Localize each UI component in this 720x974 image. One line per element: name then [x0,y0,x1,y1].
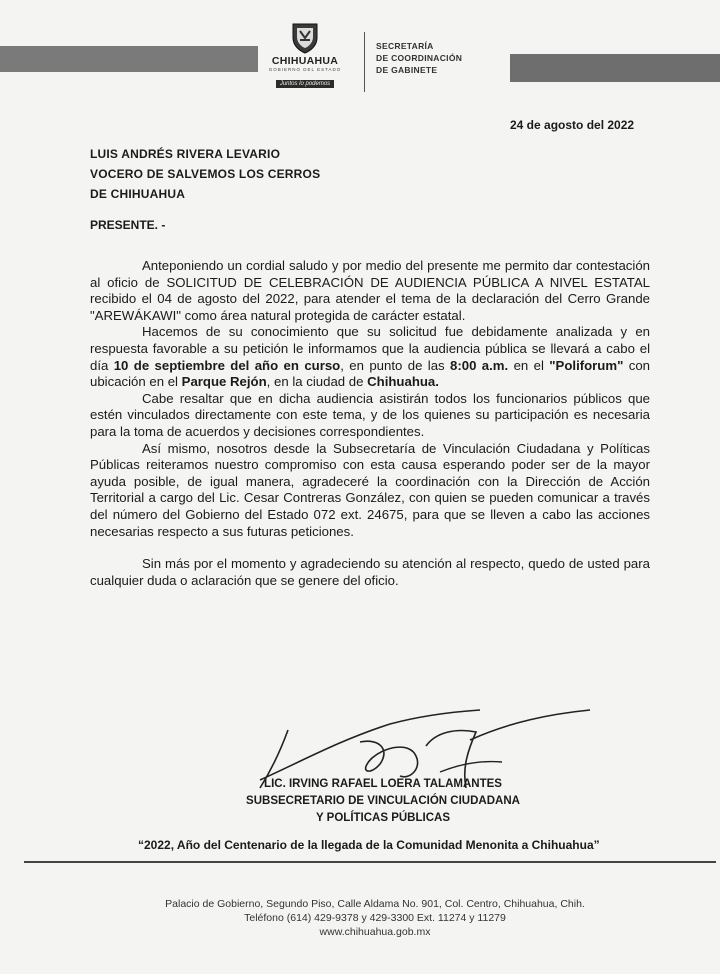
annual-motto: “2022, Año del Centenario de la llegada de la Comunidad Menonita a Chihuahua” [138,838,600,852]
header-bar-left [0,46,258,72]
recipient-line: DE CHIHUAHUA [90,187,186,201]
signer-name: LIC. IRVING RAFAEL LOERA TALAMANTES [264,778,502,790]
recipient-line: LUIS ANDRÉS RIVERA LEVARIO [90,147,281,161]
event-venue: "Poliforum" [549,357,624,373]
footer-phone: Teléfono (614) 429-9378 y 429-3300 Ext. 11274 y 11279 [244,912,506,924]
paragraph-2 [90,324,650,390]
coat-of-arms-icon [290,22,320,54]
secretaria-line: DE COORDINACIÓN [376,53,463,63]
chihuahua-logo [262,22,348,92]
secretaria-line: SECRETARÍA [376,41,434,51]
p2-text: en el [508,357,550,373]
footer-block [150,897,600,939]
event-city: Chihuahua. [367,374,439,390]
header-divider [364,32,365,92]
logo-subtitle: GOBIERNO DEL ESTADO [268,67,342,72]
paragraph-5: Sin más por el momento y agradeciendo su atención al respecto, quedo de usted para cualquier duda o aclaración que se genere del oficio. [90,556,650,588]
event-time: 8:00 a.m. [450,357,509,373]
logo-slogan: Juntos lo podemos [276,80,334,88]
letter-date: 24 de agosto del 2022 [510,118,635,132]
salutation: PRESENTE. - [90,218,166,232]
recipient-line: VOCERO DE SALVEMOS LOS CERROS [90,167,321,181]
p2-text: con ubicación en el [90,357,650,390]
secretaria-line: DE GABINETE [376,65,438,75]
signer-block [238,776,528,827]
signer-title: SUBSECRETARIO DE VINCULACIÓN CIUDADANA [246,795,520,807]
paragraph-3: Cabe resaltar que en dicha audiencia asistirán todos los funcionarios públicos que estén vinculados directamente con este tema, y de los quienes su participación es necesaria para la toma de acuerdos y decisiones correspondientes. [90,390,650,439]
footer-address: Palacio de Gobierno, Segundo Piso, Calle Aldama No. 901, Col. Centro, Chihuahua, Chih. [165,898,585,910]
recipient-block [90,144,320,204]
p2-text: Hacemos de su conocimiento que su solicitud fue debidamente analizada y en respuesta favorable a su petición le informamos que la audiencia pública se llevará a cabo el día [90,324,650,373]
p2-text: , en la ciudad de [266,374,368,390]
footer-rule [24,861,716,863]
paragraph-1: Anteponiendo un cordial saludo y por medio del presente me permito dar contestación al oficio de SOLICITUD DE CELEBRACIÓN DE AUDIENCIA PÚBLICA A NIVEL ESTATAL recibido el 04 de agosto del 2022, para atender el tema de la declaración del Cerro Grande "AREWÁKAWI" como área natural protegida de carácter estatal. [90,258,650,323]
paragraph-4: Así mismo, nosotros desde la Subsecretaría de Vinculación Ciudadana y Políticas Públicas reiteramos nuestro compromiso con esta causa esperando poder ser de la mayor ayuda posible, de igual manera, agradeceré la coordinación con la Dirección de Acción Territorial a cargo del Lic. Cesar Contreras González, con quien se pueden comunicar a través del número del Gobierno del Estado 072 ext. 24675, para que se lleven a cabo las acciones necesarias respecto a sus futuras peticiones. [90,440,650,539]
signer-title: Y POLÍTICAS PÚBLICAS [316,812,450,824]
footer-website: www.chihuahua.gob.mx [319,926,431,938]
secretaria-title [376,40,462,76]
header-bar-right [510,54,720,82]
logo-name: CHIHUAHUA [271,55,339,67]
event-park: Parque Rejón [181,374,267,390]
p2-text: , en punto de las [340,357,451,373]
letter-body [90,258,650,589]
event-date: 10 de septiembre del año en curso [113,357,341,373]
